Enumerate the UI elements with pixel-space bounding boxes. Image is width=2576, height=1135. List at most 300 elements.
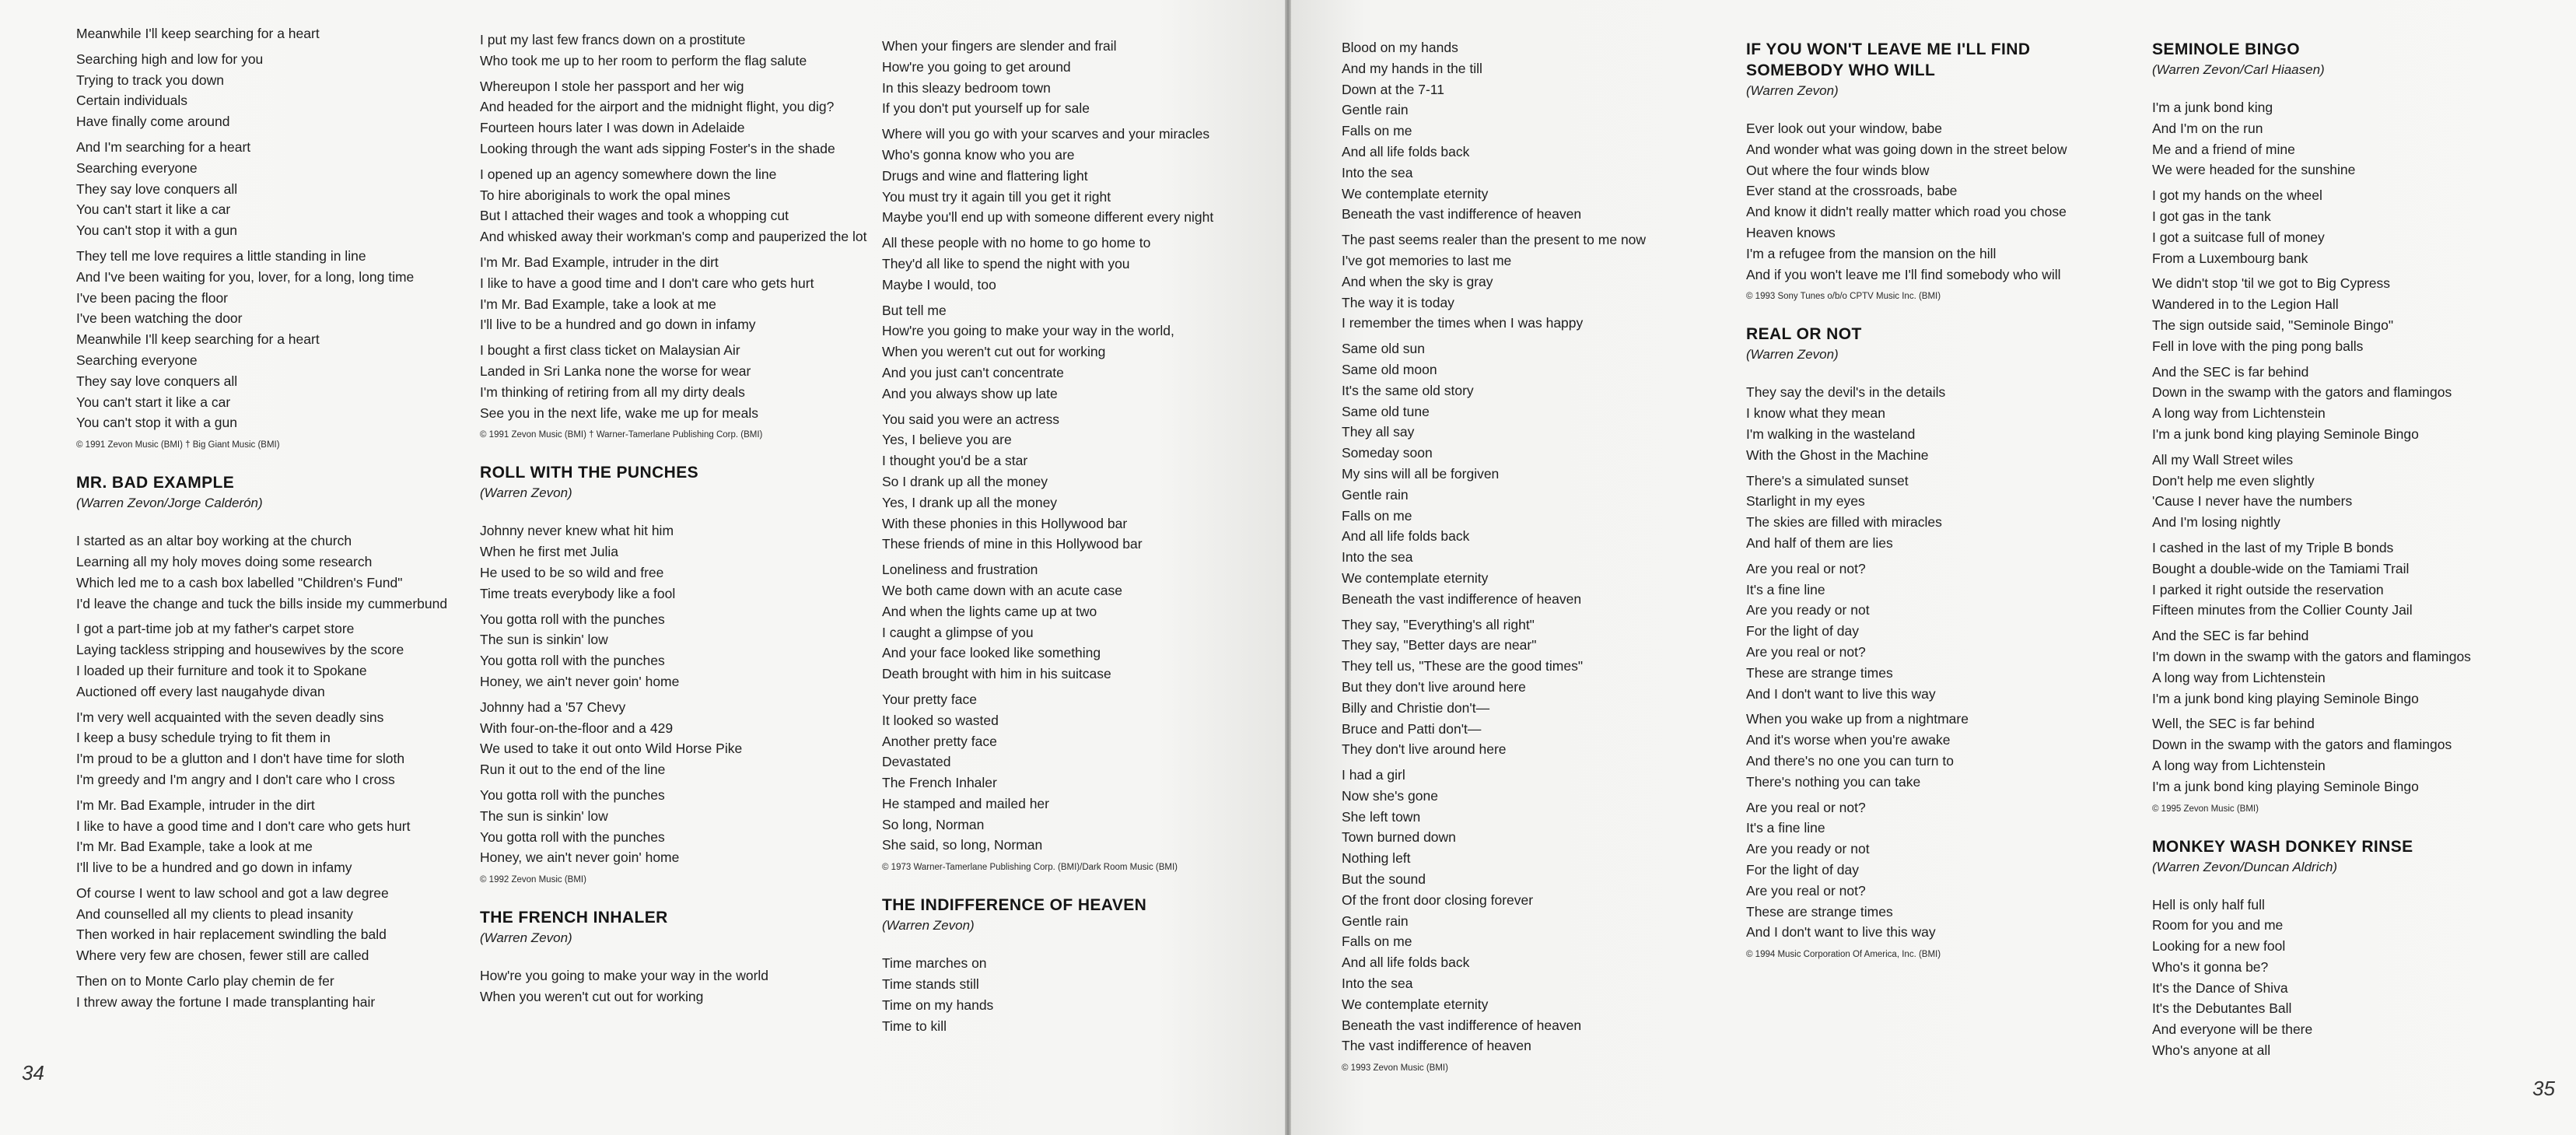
lyric-line: And it's worse when you're awake bbox=[1746, 732, 1951, 748]
lyrics-column-6 bbox=[2152, 39, 2471, 1066]
lyric-line: How're you going to get around bbox=[882, 58, 1071, 75]
lyric-line: I threw away the fortune I made transplanting hair bbox=[76, 993, 376, 1010]
lyric-line: You can't stop it with a gun bbox=[76, 222, 238, 239]
lyric-line: We didn't stop 'til we got to Big Cypress bbox=[2152, 275, 2390, 292]
copyright-notice: © 1995 Zevon Music (BMI) bbox=[2152, 804, 2259, 814]
lyric-line: Hell is only half full bbox=[2152, 896, 2265, 913]
copyright-notice: © 1991 Zevon Music (BMI) † Warner-Tamerlane Publishing Corp. (BMI) bbox=[480, 430, 763, 440]
songwriter-credit: (Warren Zevon) bbox=[480, 485, 572, 501]
lyric-line: How're you going to make your way in the world bbox=[480, 968, 769, 984]
song-title: SEMINOLE BINGO bbox=[2152, 40, 2300, 58]
lyric-line: I'm a junk bond king playing Seminole Bingo bbox=[2152, 778, 2419, 794]
lyric-line: Out where the four winds blow bbox=[1746, 162, 1930, 178]
lyric-line: I had a girl bbox=[1342, 767, 1405, 783]
lyric-line: Who's anyone at all bbox=[2152, 1042, 2271, 1059]
lyric-line: Are you real or not? bbox=[1746, 643, 1866, 660]
lyric-line: Time to kill bbox=[882, 1018, 947, 1034]
lyric-stanza bbox=[1746, 797, 2067, 944]
lyric-line: The skies are filled with miracles bbox=[1746, 514, 1942, 531]
lyric-line: To hire aboriginals to work the opal mines bbox=[480, 187, 730, 203]
lyric-line: Death brought with him in his suitcase bbox=[882, 666, 1111, 682]
lyric-line: But the sound bbox=[1342, 871, 1426, 888]
lyric-line: Landed in Sri Lanka none the worse for wear bbox=[480, 363, 751, 379]
lyric-line: You must try it again till you get it right bbox=[882, 188, 1111, 205]
lyric-stanza bbox=[882, 36, 1213, 119]
lyric-stanza bbox=[2152, 713, 2471, 797]
songwriter-credit: (Warren Zevon/Jorge Calderón) bbox=[76, 496, 263, 511]
lyric-line: She left town bbox=[1342, 808, 1421, 825]
lyric-line: You can't stop it with a gun bbox=[76, 415, 238, 431]
lyric-line: I'm proud to be a glutton and I don't have time for sloth bbox=[76, 751, 405, 767]
lyric-line: Of course I went to law school and got a law degree bbox=[76, 885, 389, 901]
lyric-line: I put my last few francs down on a prostitute bbox=[480, 32, 746, 47]
lyric-stanza bbox=[480, 965, 867, 1007]
lyric-line: They tell us, "These are the good times" bbox=[1342, 658, 1584, 674]
lyric-stanza bbox=[1746, 382, 2067, 465]
lyric-stanza bbox=[480, 30, 867, 72]
lyric-line: Beneath the vast indifference of heaven bbox=[1342, 590, 1582, 607]
lyric-line: It's the same old story bbox=[1342, 382, 1474, 398]
lyric-line: We used to take it out onto Wild Horse Pike bbox=[480, 741, 743, 757]
lyric-line: Johnny never knew what hit him bbox=[480, 523, 674, 539]
lyric-stanza bbox=[76, 137, 447, 241]
lyric-line: I'm greedy and I'm angry and I don't care who I cross bbox=[76, 771, 395, 787]
lyric-line: And all life folds back bbox=[1342, 955, 1470, 971]
lyric-line: And half of them are lies bbox=[1746, 534, 1893, 551]
lyric-line: Into the sea bbox=[1342, 976, 1413, 992]
song-title: IF YOU WON'T LEAVE ME I'LL FIND bbox=[1746, 40, 2031, 58]
lyric-line: And all life folds back bbox=[1342, 143, 1470, 159]
lyric-line: In this sleazy bedroom town bbox=[882, 79, 1051, 96]
lyric-line: Auctioned off every last naugahyde divan bbox=[76, 683, 325, 699]
lyric-line: Meanwhile I'll keep searching for a heart bbox=[76, 331, 320, 348]
lyric-line: Heaven knows bbox=[1746, 224, 1836, 240]
lyric-line: I keep a busy schedule trying to fit them in bbox=[76, 730, 331, 746]
lyric-line: Are you real or not? bbox=[1746, 799, 1866, 815]
lyric-line: Loneliness and frustration bbox=[882, 562, 1038, 578]
lyric-line: I've been pacing the floor bbox=[76, 289, 229, 306]
lyric-line: When you wake up from a nightmare bbox=[1746, 711, 1969, 727]
lyric-line: It's a fine line bbox=[1746, 820, 1825, 836]
lyric-line: And you just can't concentrate bbox=[882, 364, 1064, 380]
lyric-line: Then on to Monte Carlo play chemin de fer bbox=[76, 973, 334, 990]
lyric-line: Time marches on bbox=[882, 955, 987, 972]
lyric-line: So long, Norman bbox=[882, 816, 985, 832]
copyright-notice: © 1973 Warner-Tamerlane Publishing Corp. (BMI)/Dark Room Music (BMI) bbox=[882, 863, 1178, 873]
lyric-line: You can't start it like a car bbox=[76, 201, 231, 218]
lyric-line: It looked so wasted bbox=[882, 712, 999, 728]
lyric-line: These are strange times bbox=[1746, 664, 1893, 681]
songwriter-credit: (Warren Zevon/Carl Hiaasen) bbox=[2152, 62, 2325, 77]
lyric-stanza bbox=[1342, 338, 1646, 609]
lyric-line: They say, "Better days are near" bbox=[1342, 637, 1537, 653]
lyric-line: And whisked away their workman's comp and pauperized the lot bbox=[480, 229, 867, 245]
lyric-line: You gotta roll with the punches bbox=[480, 611, 665, 627]
lyric-line: Laying tackless stripping and housewives by the score bbox=[76, 642, 404, 658]
lyric-stanza bbox=[2152, 450, 2471, 533]
lyric-line: See you in the next life, wake me up for meals bbox=[480, 405, 758, 421]
lyric-line: And if you won't leave me I'll find somebody who will bbox=[1746, 266, 2061, 282]
lyric-line: We were headed for the sunshine bbox=[2152, 162, 2356, 178]
lyric-line: Whereupon I stole her passport and her wig bbox=[480, 78, 744, 94]
lyric-line: The sun is sinkin' low bbox=[480, 632, 608, 648]
lyric-stanza bbox=[2152, 538, 2471, 621]
lyric-line: Who's gonna know who you are bbox=[882, 146, 1075, 163]
lyric-line: It's a fine line bbox=[1746, 581, 1825, 597]
lyric-line: So I drank up all the money bbox=[882, 473, 1048, 489]
lyric-stanza bbox=[1342, 765, 1646, 1056]
lyric-line: The French Inhaler bbox=[882, 775, 997, 791]
lyric-line: We contemplate eternity bbox=[1342, 996, 1489, 1012]
lyric-line: My sins will all be forgiven bbox=[1342, 465, 1500, 482]
lyric-line: I'm a junk bond king playing Seminole Bingo bbox=[2152, 690, 2419, 706]
lyric-line: Are you ready or not bbox=[1746, 841, 1870, 857]
page-number-right: 35 bbox=[2532, 1077, 2555, 1100]
lyric-line: Down in the swamp with the gators and flamingos bbox=[2152, 384, 2452, 401]
lyric-line: When your fingers are slender and frail bbox=[882, 38, 1117, 54]
lyric-line: Starlight in my eyes bbox=[1746, 493, 1865, 510]
lyric-line: Beneath the vast indifference of heaven bbox=[1342, 206, 1582, 222]
lyric-line: And I don't want to live this way bbox=[1746, 685, 1936, 702]
lyric-line: Falls on me bbox=[1342, 123, 1412, 139]
lyrics-column-5 bbox=[1746, 39, 2067, 965]
lyric-line: Someday soon bbox=[1342, 445, 1433, 461]
lyric-line: There's a simulated sunset bbox=[1746, 472, 1909, 489]
lyric-line: Yes, I believe you are bbox=[882, 432, 1012, 448]
lyric-line: I parked it right outside the reservation bbox=[2152, 581, 2384, 597]
lyric-line: Of the front door closing forever bbox=[1342, 892, 1534, 908]
lyric-line: Maybe I would, too bbox=[882, 276, 996, 293]
lyric-line: Meanwhile I'll keep searching for a heart bbox=[76, 26, 320, 41]
lyric-line: Me and a friend of mine bbox=[2152, 141, 2295, 157]
lyric-line: Wandered in to the Legion Hall bbox=[2152, 296, 2339, 313]
lyric-line: I'm a junk bond king bbox=[2152, 100, 2273, 115]
lyric-stanza bbox=[76, 795, 447, 878]
lyric-line: I'm thinking of retiring from all my dirty deals bbox=[480, 384, 745, 400]
lyric-line: Time stands still bbox=[882, 976, 979, 993]
lyric-line: I bought a first class ticket on Malaysian Air bbox=[480, 342, 740, 359]
page-number-left: 34 bbox=[22, 1061, 44, 1084]
lyric-line: And counselled all my clients to plead insanity bbox=[76, 906, 354, 922]
lyric-line: It's the Dance of Shiva bbox=[2152, 979, 2288, 996]
lyric-stanza bbox=[2152, 273, 2471, 356]
lyric-line: Ever look out your window, babe bbox=[1746, 121, 1942, 136]
lyric-stanza bbox=[76, 618, 447, 702]
lyric-line: And headed for the airport and the midnight flight, you dig? bbox=[480, 99, 835, 115]
lyric-line: Ever stand at the crossroads, babe bbox=[1746, 183, 1958, 199]
lyric-stanza bbox=[480, 697, 867, 780]
lyric-line: And everyone will be there bbox=[2152, 1021, 2313, 1038]
lyric-line: He used to be so wild and free bbox=[480, 564, 664, 580]
lyric-stanza bbox=[1342, 615, 1646, 761]
lyric-line: The sun is sinkin' low bbox=[480, 807, 608, 824]
lyric-line: When you weren't cut out for working bbox=[480, 988, 704, 1004]
lyric-stanza bbox=[480, 520, 867, 604]
lyric-line: When you weren't cut out for working bbox=[882, 344, 1106, 360]
copyright-notice: © 1993 Sony Tunes o/b/o CPTV Music Inc. (BMI) bbox=[1746, 292, 1941, 302]
lyric-line: How're you going to make your way in the world, bbox=[882, 323, 1174, 339]
lyric-line: But tell me bbox=[882, 302, 947, 318]
lyric-line: I got a suitcase full of money bbox=[2152, 229, 2325, 245]
lyric-line: And all life folds back bbox=[1342, 528, 1470, 545]
lyric-line: We contemplate eternity bbox=[1342, 185, 1489, 201]
lyric-line: A long way from Lichtenstein bbox=[2152, 757, 2326, 773]
lyric-line: With the Ghost in the Machine bbox=[1746, 447, 1929, 463]
lyric-line: I've been watching the door bbox=[76, 310, 243, 327]
lyric-line: It's the Debutantes Ball bbox=[2152, 1000, 2292, 1017]
lyric-line: I loaded up their furniture and took it to Spokane bbox=[76, 662, 367, 678]
lyric-line: Falls on me bbox=[1342, 507, 1412, 524]
lyric-line: I'm Mr. Bad Example, take a look at me bbox=[480, 296, 716, 312]
lyric-line: You said you were an actress bbox=[882, 411, 1059, 427]
lyric-line: Drugs and wine and flattering light bbox=[882, 167, 1088, 184]
lyric-line: All these people with no home to go home to bbox=[882, 235, 1151, 251]
lyric-line: The vast indifference of heaven bbox=[1342, 1038, 1531, 1054]
lyric-stanza bbox=[76, 246, 447, 433]
lyric-line: You gotta roll with the punches bbox=[480, 786, 665, 803]
lyric-line: And wonder what was going down in the street below bbox=[1746, 141, 2067, 157]
lyric-line: Learning all my holy moves doing some research bbox=[76, 553, 373, 569]
lyric-line: I like to have a good time and I don't care who gets hurt bbox=[76, 818, 411, 834]
lyric-stanza bbox=[76, 971, 447, 1013]
lyrics-column-1 bbox=[76, 23, 447, 1018]
copyright-notice: © 1991 Zevon Music (BMI) † Big Giant Music (BMI) bbox=[76, 440, 280, 450]
lyric-line: 'Cause I never have the numbers bbox=[2152, 493, 2353, 510]
lyric-line: Who took me up to her room to perform the flag salute bbox=[480, 52, 807, 68]
lyric-line: I got my hands on the wheel bbox=[2152, 187, 2322, 204]
lyric-line: And I don't want to live this way bbox=[1746, 924, 1936, 941]
lyric-line: Time on my hands bbox=[882, 997, 994, 1013]
lyric-line: Down in the swamp with the gators and flamingos bbox=[2152, 737, 2452, 753]
lyric-line: I'd leave the change and tuck the bills inside my cummerbund bbox=[76, 595, 448, 611]
lyric-line: Time treats everybody like a fool bbox=[480, 585, 676, 601]
lyric-line: They say the devil's in the details bbox=[1746, 384, 1946, 401]
song-title: THE INDIFFERENCE OF HEAVEN bbox=[882, 896, 1147, 915]
lyric-line: I'll live to be a hundred and go down in infamy bbox=[76, 860, 352, 876]
lyric-stanza bbox=[76, 49, 447, 132]
song-title: ROLL WITH THE PUNCHES bbox=[480, 464, 699, 482]
lyric-stanza bbox=[1746, 471, 2067, 554]
lyric-line: I cashed in the last of my Triple B bonds bbox=[2152, 539, 2394, 555]
lyric-line: And when the sky is gray bbox=[1342, 273, 1493, 289]
lyric-stanza bbox=[882, 300, 1213, 405]
lyric-line: These are strange times bbox=[1746, 903, 1893, 920]
lyric-line: Who's it gonna be? bbox=[2152, 958, 2269, 975]
lyric-stanza bbox=[2152, 362, 2471, 445]
lyric-line: I got gas in the tank bbox=[2152, 208, 2271, 224]
lyric-line: They say, "Everything's all right" bbox=[1342, 616, 1535, 632]
lyric-line: Town burned down bbox=[1342, 829, 1456, 846]
lyric-line: Are you real or not? bbox=[1746, 882, 1866, 899]
lyric-line: I caught a glimpse of you bbox=[882, 624, 1034, 640]
lyric-line: Another pretty face bbox=[882, 733, 997, 749]
lyric-line: Trying to track you down bbox=[76, 72, 224, 88]
lyric-line: You gotta roll with the punches bbox=[480, 828, 665, 845]
lyric-line: I know what they mean bbox=[1746, 405, 1885, 422]
lyric-line: Bought a double-wide on the Tamiami Trail bbox=[2152, 560, 2410, 576]
lyric-stanza bbox=[76, 707, 447, 790]
lyric-stanza bbox=[480, 785, 867, 868]
lyric-line: Blood on my hands bbox=[1342, 40, 1458, 55]
lyric-line: I opened up an agency somewhere down the line bbox=[480, 166, 777, 182]
lyric-line: And there's no one you can turn to bbox=[1746, 752, 1954, 769]
lyric-stanza bbox=[76, 883, 447, 966]
book-gutter bbox=[1285, 0, 1291, 1135]
lyric-stanza bbox=[882, 409, 1213, 555]
lyric-line: And when the lights came up at two bbox=[882, 603, 1097, 619]
lyric-line: We both came down with an acute case bbox=[882, 582, 1123, 598]
lyric-line: They all say bbox=[1342, 424, 1415, 440]
songwriter-credit: (Warren Zevon) bbox=[882, 918, 975, 934]
lyric-line: And I'm on the run bbox=[2152, 120, 2263, 136]
lyric-line: We contemplate eternity bbox=[1342, 569, 1489, 586]
lyric-line: I've got memories to last me bbox=[1342, 252, 1512, 268]
lyric-line: Searching everyone bbox=[76, 159, 198, 176]
lyric-line: A long way from Lichtenstein bbox=[2152, 405, 2326, 422]
lyric-line: When he first met Julia bbox=[480, 544, 618, 560]
lyric-line: I thought you'd be a star bbox=[882, 453, 1028, 469]
songwriter-credit: (Warren Zevon) bbox=[1746, 347, 1839, 363]
lyric-line: They'd all like to spend the night with you bbox=[882, 255, 1130, 271]
lyric-stanza bbox=[882, 233, 1213, 295]
lyric-stanza bbox=[76, 531, 447, 614]
lyric-line: I'm very well acquainted with the seven deadly sins bbox=[76, 709, 384, 725]
lyric-line: You gotta roll with the punches bbox=[480, 653, 665, 669]
lyric-stanza bbox=[480, 252, 867, 335]
lyric-line: And I'm searching for a heart bbox=[76, 138, 251, 155]
lyric-line: And know it didn't really matter which road you chose bbox=[1746, 204, 2067, 220]
lyric-line: I'll live to be a hundred and go down in infamy bbox=[480, 317, 756, 333]
lyric-line: These friends of mine in this Hollywood bar bbox=[882, 536, 1143, 552]
lyrics-column-4 bbox=[1342, 37, 1646, 1078]
lyric-line: A long way from Lichtenstein bbox=[2152, 669, 2326, 685]
lyric-line: Looking for a new fool bbox=[2152, 938, 2286, 955]
lyric-line: The past seems realer than the present to me now bbox=[1342, 232, 1647, 248]
lyric-line: Where will you go with your scarves and your miracles bbox=[882, 126, 1210, 142]
lyric-stanza bbox=[480, 164, 867, 247]
lyric-line: From a Luxembourg bank bbox=[2152, 250, 2308, 266]
lyric-line: Johnny had a '57 Chevy bbox=[480, 699, 626, 715]
lyric-stanza bbox=[2152, 895, 2471, 1061]
lyric-line: Then worked in hair replacement swindling the bald bbox=[76, 927, 387, 943]
lyric-line: Fifteen minutes from the Collier County Jail bbox=[2152, 602, 2413, 618]
lyric-line: He stamped and mailed her bbox=[882, 795, 1049, 811]
lyric-stanza bbox=[1746, 118, 2067, 285]
lyric-line: Same old tune bbox=[1342, 403, 1430, 419]
songwriter-credit: (Warren Zevon/Duncan Aldrich) bbox=[2152, 859, 2338, 874]
lyric-stanza bbox=[2152, 625, 2471, 709]
lyric-line: Your pretty face bbox=[882, 691, 977, 707]
lyric-stanza bbox=[1746, 709, 2067, 792]
lyric-line: Looking through the want ads sipping Foster's in the shade bbox=[480, 140, 835, 156]
lyric-stanza bbox=[480, 609, 867, 692]
lyric-line: All my Wall Street wiles bbox=[2152, 451, 2294, 468]
lyric-line: And the SEC is far behind bbox=[2152, 628, 2309, 644]
lyric-stanza bbox=[1342, 37, 1646, 225]
lyric-line: They don't live around here bbox=[1342, 741, 1507, 758]
song-title: REAL OR NOT bbox=[1746, 325, 1862, 344]
lyric-line: They tell me love requires a little standing in line bbox=[76, 247, 366, 264]
lyric-line: Honey, we ain't never goin' home bbox=[480, 673, 680, 689]
lyric-stanza bbox=[480, 340, 867, 423]
lyric-line: The sign outside said, "Seminole Bingo" bbox=[2152, 317, 2394, 333]
lyric-line: Same old sun bbox=[1342, 341, 1426, 357]
lyric-line: Searching everyone bbox=[76, 352, 198, 368]
lyric-line: And I'm losing nightly bbox=[2152, 514, 2280, 531]
lyric-line: And I've been waiting for you, lover, for a long, long time bbox=[76, 268, 415, 285]
lyric-line: Gentle rain bbox=[1342, 102, 1409, 118]
lyric-line: They say love conquers all bbox=[76, 373, 238, 389]
lyric-stanza bbox=[882, 559, 1213, 685]
lyric-line: Are you real or not? bbox=[1746, 560, 1866, 576]
copyright-notice: © 1992 Zevon Music (BMI) bbox=[480, 875, 586, 885]
lyric-line: For the light of day bbox=[1746, 623, 1859, 639]
lyric-line: Yes, I drank up all the money bbox=[882, 494, 1058, 510]
lyric-line: You can't start it like a car bbox=[76, 394, 231, 410]
lyric-line: Gentle rain bbox=[1342, 486, 1409, 503]
lyric-line: Room for you and me bbox=[2152, 917, 2284, 934]
songwriter-credit: (Warren Zevon) bbox=[1746, 83, 1839, 98]
lyric-line: Beneath the vast indifference of heaven bbox=[1342, 1017, 1582, 1033]
lyric-line: Bruce and Patti don't— bbox=[1342, 720, 1482, 737]
songwriter-credit: (Warren Zevon) bbox=[480, 930, 572, 946]
lyric-line: Are you ready or not bbox=[1746, 602, 1870, 618]
lyric-line: I like to have a good time and I don't care who gets hurt bbox=[480, 275, 814, 291]
lyric-line: I'm a junk bond king playing Seminole Bingo bbox=[2152, 426, 2419, 442]
lyric-line: Maybe you'll end up with someone different every night bbox=[882, 209, 1214, 226]
lyric-stanza bbox=[882, 689, 1213, 856]
lyric-stanza bbox=[76, 23, 447, 44]
lyric-stanza bbox=[882, 953, 1213, 1036]
lyric-line: Don't help me even slightly bbox=[2152, 472, 2315, 489]
lyric-stanza bbox=[882, 124, 1213, 228]
lyric-line: Run it out to the end of the line bbox=[480, 762, 666, 778]
lyric-line: I got a part-time job at my father's carpet store bbox=[76, 621, 355, 637]
copyright-notice: © 1994 Music Corporation Of America, Inc. (BMI) bbox=[1746, 950, 1941, 960]
lyric-line: Where very few are chosen, fewer still are called bbox=[76, 948, 369, 964]
lyric-line: Well, the SEC is far behind bbox=[2152, 716, 2315, 732]
lyric-line: Nothing left bbox=[1342, 850, 1411, 867]
lyric-line: I'm walking in the wasteland bbox=[1746, 426, 1916, 442]
lyric-line: I'm Mr. Bad Example, take a look at me bbox=[76, 839, 313, 855]
lyric-line: Gentle rain bbox=[1342, 913, 1409, 929]
lyric-line: Into the sea bbox=[1342, 164, 1413, 180]
lyric-line: But I attached their wages and took a whopping cut bbox=[480, 208, 789, 224]
lyric-stanza bbox=[1746, 559, 2067, 705]
lyric-stanza bbox=[480, 76, 867, 159]
lyric-line: Which led me to a cash box labelled "Children's Fund" bbox=[76, 574, 403, 590]
lyric-stanza bbox=[2152, 185, 2471, 268]
lyric-line: I remember the times when I was happy bbox=[1342, 315, 1584, 331]
lyrics-column-2 bbox=[480, 30, 867, 1012]
lyric-line: Billy and Christie don't— bbox=[1342, 699, 1490, 716]
lyric-line: If you don't put yourself up for sale bbox=[882, 100, 1090, 117]
song-title: THE FRENCH INHALER bbox=[480, 909, 668, 927]
lyric-line: She said, so long, Norman bbox=[882, 837, 1043, 853]
lyric-line: I'm Mr. Bad Example, intruder in the dirt bbox=[480, 254, 719, 270]
lyric-line: Certain individuals bbox=[76, 93, 187, 109]
lyric-line: And the SEC is far behind bbox=[2152, 363, 2309, 380]
lyric-stanza bbox=[1342, 229, 1646, 334]
lyric-line: Devastated bbox=[882, 754, 951, 770]
lyric-line: And your face looked like something bbox=[882, 645, 1101, 661]
lyric-line: Into the sea bbox=[1342, 549, 1413, 566]
lyric-line: For the light of day bbox=[1746, 861, 1859, 878]
lyric-line: Fell in love with the ping pong balls bbox=[2152, 338, 2364, 354]
song-title: MONKEY WASH DONKEY RINSE bbox=[2152, 837, 2413, 856]
lyric-line: Fourteen hours later I was down in Adelaide bbox=[480, 120, 745, 136]
lyric-line: Searching high and low for you bbox=[76, 51, 264, 67]
